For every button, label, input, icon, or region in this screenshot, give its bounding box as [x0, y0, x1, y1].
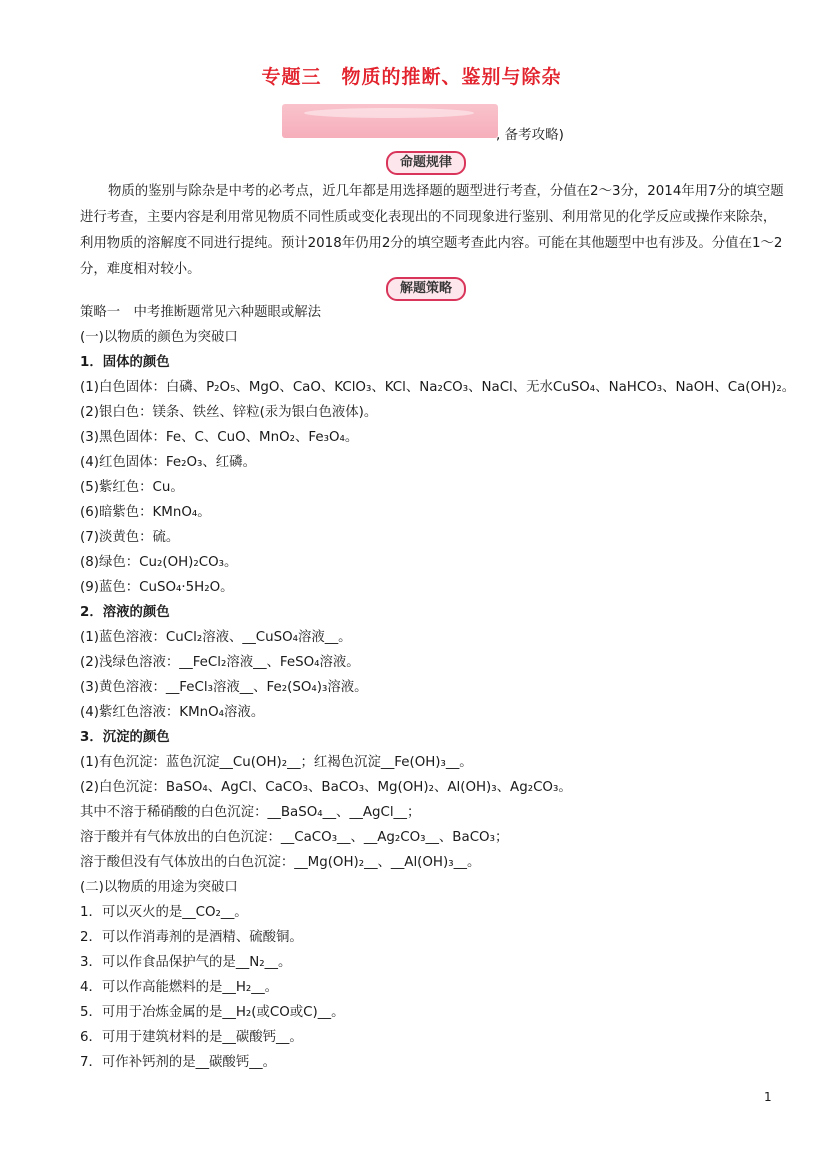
list-item: 6．可用于建筑材料的是__碳酸钙__。 — [80, 1030, 303, 1045]
list-item: (2)白色沉淀：BaSO₄、AgCl、CaCO₃、BaCO₃、Mg(OH)₂、Al(OH)₃、Ag₂CO₃。 — [80, 780, 572, 795]
list-item: 溶于酸并有气体放出的白色沉淀：__CaCO₃__、__Ag₂CO₃__、BaCO₃； — [80, 830, 509, 845]
list-item: (1)有色沉淀：蓝色沉淀__Cu(OH)₂__；红褐色沉淀__Fe(OH)₃__。 — [80, 755, 473, 770]
list-item: 3．可以作食品保护气的是__N₂__。 — [80, 955, 292, 970]
list-item: (2)银白色：镁条、铁丝、锌粒(汞为银白色液体)。 — [80, 405, 378, 420]
page-title: 专题三 物质的推断、鉴别与除杂 — [261, 66, 562, 88]
heading-solid-color: 1．固体的颜色 — [80, 355, 170, 370]
page-number: 1 — [764, 1090, 772, 1104]
intro-paragraph — [80, 179, 785, 283]
list-item: (6)暗紫色：KMnO₄。 — [80, 505, 211, 520]
list-item: 1．可以灭火的是__CO₂__。 — [80, 905, 248, 920]
list-item: (4)红色固体：Fe₂O₃、红磷。 — [80, 455, 256, 470]
list-item: 7．可作补钙剂的是__碳酸钙__。 — [80, 1055, 276, 1070]
list-item: 2．可以作消毒剂的是酒精、硫酸铜。 — [80, 930, 303, 945]
list-item: 5．可用于冶炼金属的是__H₂(或CO或C)__。 — [80, 1005, 345, 1020]
subsection-usage: (二)以物质的用途为突破口 — [80, 880, 238, 895]
section-badge-rules: 命题规律 — [386, 151, 466, 175]
banner-suffix: , 备考攻略) — [496, 127, 564, 143]
list-item: (3)黑色固体：Fe、C、CuO、MnO₂、Fe₃O₄。 — [80, 430, 359, 445]
list-item: (9)蓝色：CuSO₄·5H₂O。 — [80, 580, 234, 595]
list-item: 4．可以作高能燃料的是__H₂__。 — [80, 980, 279, 995]
list-item: (7)淡黄色：硫。 — [80, 530, 180, 545]
heading-solution-color: 2．溶液的颜色 — [80, 605, 170, 620]
section-badge-strategy: 解题策略 — [386, 277, 466, 301]
list-item: (1)蓝色溶液：CuCl₂溶液、__CuSO₄溶液__。 — [80, 630, 352, 645]
list-item: 溶于酸但没有气体放出的白色沉淀：__Mg(OH)₂__、__Al(OH)₃__。 — [80, 855, 481, 870]
list-item: (1)白色固体：白磷、P₂O₅、MgO、CaO、KClO₃、KCl、Na₂CO₃、NaCl、无水CuSO₄、NaHCO₃、NaOH、Ca(OH)₂。 — [80, 380, 796, 395]
list-item: (3)黄色溶液：__FeCl₃溶液__、Fe₂(SO₄)₃溶液。 — [80, 680, 368, 695]
banner-decoration — [282, 104, 498, 138]
list-item: (8)绿色：Cu₂(OH)₂CO₃。 — [80, 555, 238, 570]
list-item: (2)浅绿色溶液：__FeCl₂溶液__、FeSO₄溶液。 — [80, 655, 360, 670]
list-item: (5)紫红色：Cu。 — [80, 480, 184, 495]
list-item: 其中不溶于稀硝酸的白色沉淀：__BaSO₄__、__AgCl__； — [80, 805, 421, 820]
list-item: (4)紫红色溶液：KMnO₄溶液。 — [80, 705, 265, 720]
heading-precipitate-color: 3．沉淀的颜色 — [80, 730, 170, 745]
strategy-heading: 策略一 中考推断题常见六种题眼或解法 — [80, 305, 322, 320]
subsection-color: (一)以物质的颜色为突破口 — [80, 330, 238, 345]
intro-text: 物质的鉴别与除杂是中考的必考点，近几年都是用选择题的题型进行考查，分值在2～3分，2014年用7分的填空题进行考查，主要内容是利用常见物质不同性质或变化表现出的不同现象进行鉴别、利用常见的化学反应或操作来除杂，利用物质的溶解度不同进行提纯。预计2018年仍用2分的填空题考查此内容。可能在其他题型中也有涉及。分值在1～2分，难度相对较小。 — [80, 184, 784, 277]
